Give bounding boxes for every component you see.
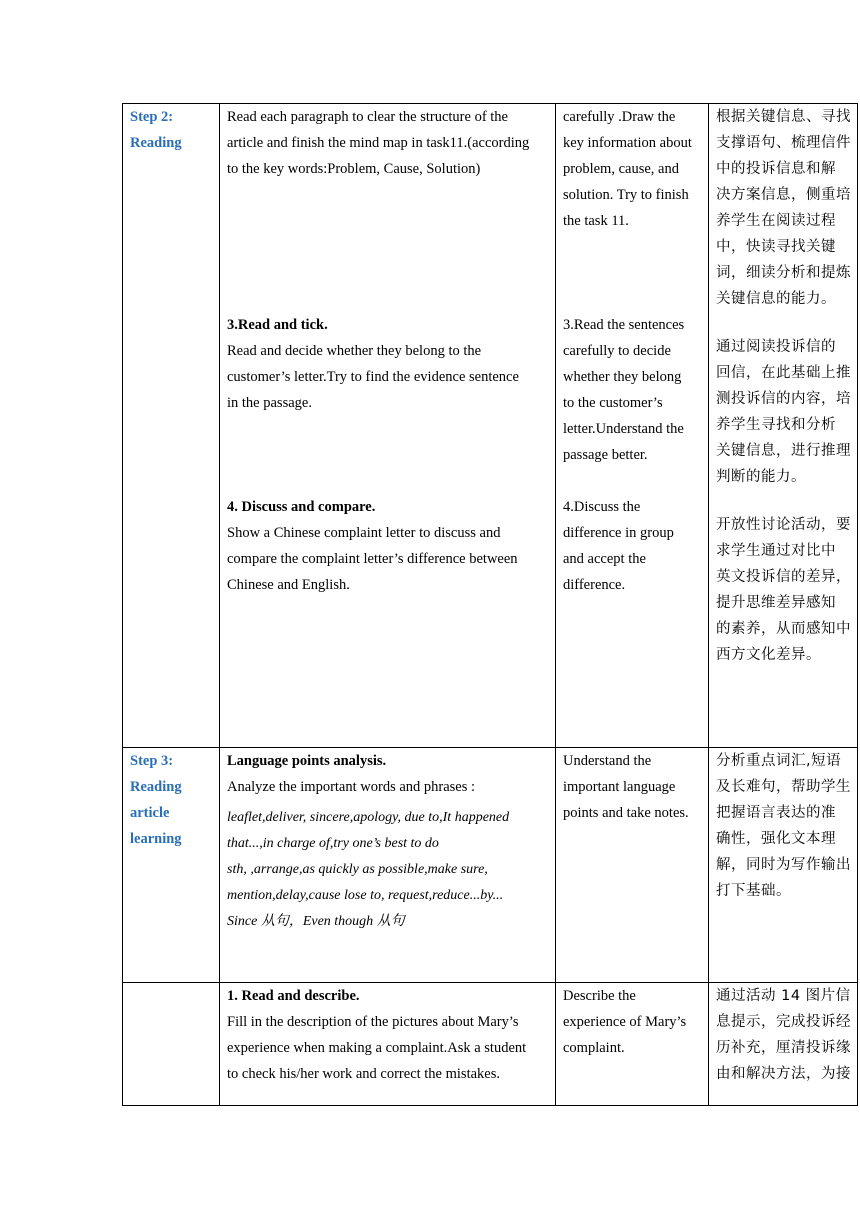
activity-text: experience when making a complaint.Ask a student [227, 1040, 527, 1056]
activity-text: Read each paragraph to clear the structure of the [227, 109, 508, 125]
student-text: solution. Try to finish [563, 187, 689, 203]
key-words-line: that...,in charge of,try one’s best to do [227, 836, 439, 851]
student-text: passage better. [563, 447, 648, 463]
activity-text: Analyze the important words and phrases : [227, 779, 476, 795]
student-text: carefully to decide [563, 343, 671, 359]
purpose-text: 养学生在阅读过程 [716, 213, 836, 229]
purpose-text: 确性，强化文本理 [716, 831, 836, 847]
purpose-text: 通过阅读投诉信的 [716, 339, 836, 355]
student-text: important language [563, 779, 676, 795]
purpose-text: 开放性讨论活动，要 [716, 517, 851, 533]
purpose-text: 中的投诉信息和解 [716, 161, 836, 177]
activity-text: Chinese and English. [227, 577, 350, 593]
purpose-text: 解，同时为写作输出 [716, 857, 851, 873]
purpose-text: 息提示，完成投诉经 [716, 1014, 851, 1030]
student-text: Understand the [563, 753, 652, 769]
table-row [123, 748, 858, 983]
task-heading: Language points analysis. [227, 753, 387, 769]
table-row [123, 104, 858, 748]
step-label: Step 2: [130, 109, 174, 125]
step-label: Reading [130, 779, 182, 795]
key-words-line: mention,delay,cause lose to, request,reduce...by... [227, 888, 504, 903]
activity-text: article and finish the mind map in task11.(according [227, 135, 530, 151]
purpose-text: 关键信息的能力。 [716, 291, 836, 307]
purpose-text: 通过活动 14 图片信 [716, 988, 851, 1004]
purpose-text: 英文投诉信的差异， [716, 569, 851, 585]
purpose-text: 及长难句，帮助学生 [716, 779, 851, 795]
activity-cell [220, 104, 556, 748]
student-text: Describe the [563, 988, 636, 1004]
purpose-text: 求学生通过对比中 [716, 543, 836, 559]
student-text: problem, cause, and [563, 161, 679, 177]
spacer [716, 312, 853, 334]
design-purpose-cell [709, 104, 858, 748]
activity-cell [220, 983, 556, 1106]
spacer [227, 416, 551, 494]
student-text: to the customer’s [563, 395, 663, 411]
student-text: and accept the [563, 551, 646, 567]
purpose-text: 中，快读寻找关键 [716, 239, 836, 255]
activity-text: to the key words:Problem, Cause, Solution) [227, 161, 481, 177]
activity-text: compare the complaint letter’s difference between [227, 551, 518, 567]
task-heading: 1. Read and describe. [227, 988, 360, 1004]
activity-text: in the passage. [227, 395, 312, 411]
purpose-text: 词，细读分析和提炼 [716, 265, 851, 281]
key-words-line: sth, ,arrange,as quickly as possible,make sure, [227, 862, 488, 877]
activity-text: customer’s letter.Try to find the evidence sentence [227, 369, 519, 385]
student-text: letter.Understand the [563, 421, 684, 437]
spacer [227, 182, 551, 312]
student-text: 4.Discuss the [563, 499, 641, 515]
activity-text: Fill in the description of the pictures about Mary’s [227, 1014, 519, 1030]
purpose-text: 决方案信息，侧重培 [716, 187, 851, 203]
key-words-list [227, 805, 551, 935]
purpose-text: 提升思维差异感知 [716, 595, 836, 611]
step-label: learning [130, 831, 182, 847]
purpose-text: 关键信息，进行推理 [716, 443, 851, 459]
step-cell [123, 748, 220, 983]
step-label: Reading [130, 135, 182, 151]
step-cell [123, 983, 220, 1106]
activity-cell [220, 748, 556, 983]
lesson-plan-table [122, 103, 858, 1106]
student-text: the task 11. [563, 213, 629, 229]
purpose-text: 养学生寻找和分析 [716, 417, 836, 433]
purpose-text: 打下基础。 [716, 883, 791, 899]
purpose-text: 回信，在此基础上推 [716, 365, 851, 381]
student-activity-cell [556, 748, 709, 983]
key-words-line: leaflet,deliver, sincere,apology, due to,It happened [227, 810, 510, 825]
student-text: key information about [563, 135, 692, 151]
step-label: article [130, 805, 170, 821]
activity-text: to check his/her work and correct the mistakes. [227, 1066, 500, 1082]
student-text: carefully .Draw the [563, 109, 676, 125]
purpose-text: 的素养，从而感知中 [716, 621, 851, 637]
purpose-text: 分析重点词汇,短语 [716, 753, 842, 769]
student-text: difference in group [563, 525, 674, 541]
spacer [716, 490, 853, 512]
purpose-text: 根据关键信息、寻找 [716, 109, 851, 125]
purpose-text: 判断的能力。 [716, 469, 806, 485]
activity-text: Show a Chinese complaint letter to discuss and [227, 525, 501, 541]
design-purpose-cell [709, 983, 858, 1106]
purpose-text: 测投诉信的内容，培 [716, 391, 851, 407]
purpose-text: 历补充，厘清投诉缘 [716, 1040, 851, 1056]
student-text: complaint. [563, 1040, 625, 1056]
step-cell [123, 104, 220, 748]
student-text: difference. [563, 577, 626, 593]
activity-text: Read and decide whether they belong to the [227, 343, 482, 359]
student-activity-cell [556, 104, 709, 748]
table-row [123, 983, 858, 1106]
spacer [563, 468, 704, 494]
key-words-line: Since 从句，Even though 从句 [227, 914, 405, 929]
task-heading: 4. Discuss and compare. [227, 499, 376, 515]
spacer [563, 234, 704, 312]
student-text: points and take notes. [563, 805, 689, 821]
step-label: Step 3: [130, 753, 174, 769]
student-text: experience of Mary’s [563, 1014, 687, 1030]
purpose-text: 把握语言表达的准 [716, 805, 836, 821]
student-text: 3.Read the sentences [563, 317, 685, 333]
purpose-text: 由和解决方法，为接 [716, 1066, 851, 1082]
task-heading: 3.Read and tick. [227, 317, 328, 333]
purpose-text: 西方文化差异。 [716, 647, 821, 663]
student-text: whether they belong [563, 369, 682, 385]
purpose-text: 支撑语句、梳理信件 [716, 135, 851, 151]
design-purpose-cell [709, 748, 858, 983]
student-activity-cell [556, 983, 709, 1106]
